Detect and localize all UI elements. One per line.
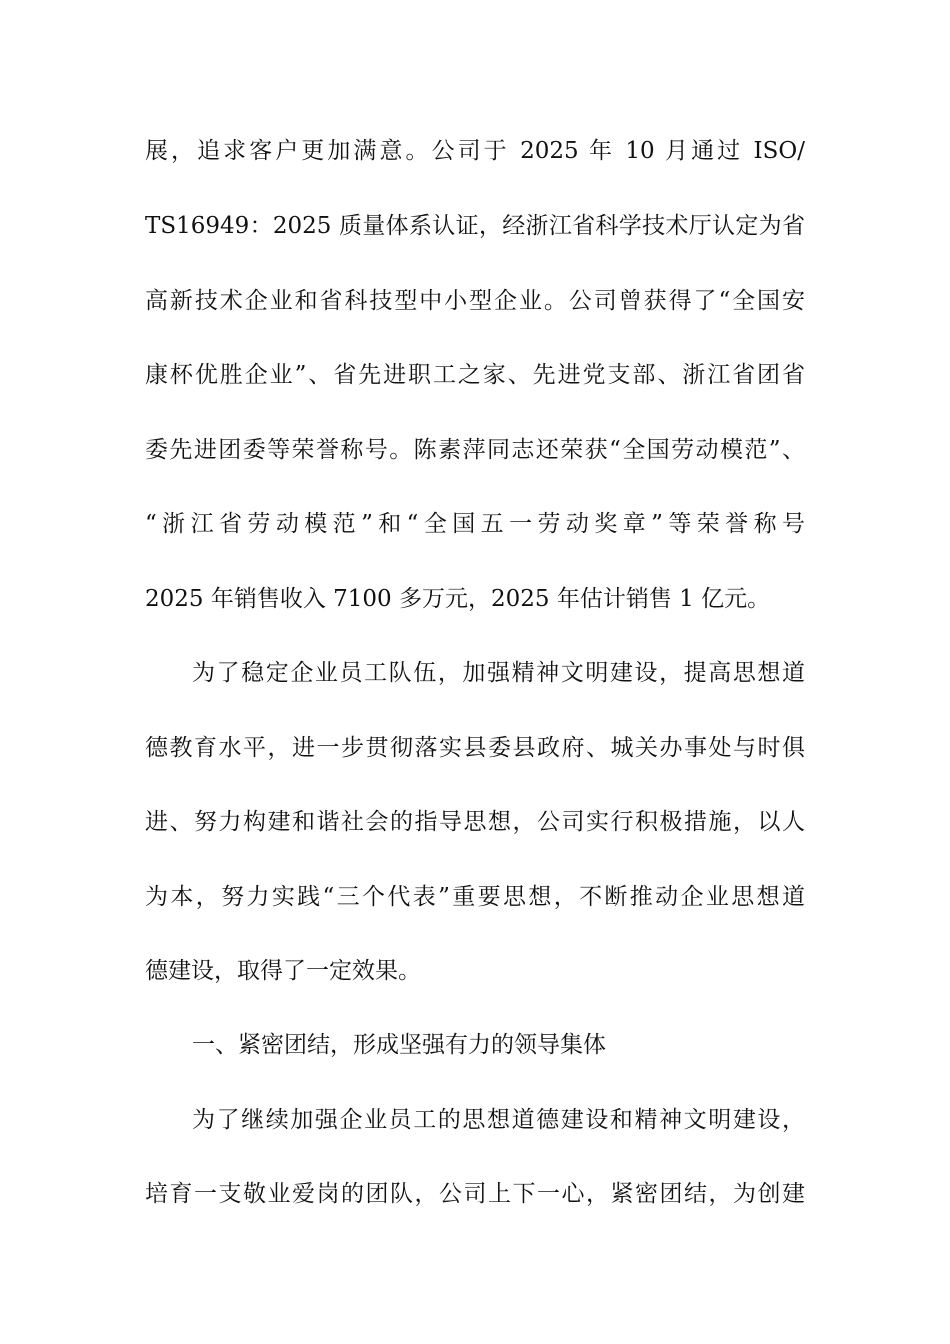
text-line: 展，追求客户更加满意。公司于 2025 年 10 月通过 ISO/	[145, 138, 805, 164]
section-heading: 一、紧密团结，形成坚强有力的领导集体	[192, 1032, 606, 1058]
text-line: 为本，努力实践“三个代表”重要思想，不断推动企业思想道	[145, 884, 805, 910]
paragraph-first-line: 为了继续加强企业员工的思想道德建设和精神文明建设，	[192, 1107, 805, 1133]
paragraph-first-line: 为了稳定企业员工队伍，加强精神文明建设，提高思想道	[192, 660, 805, 686]
text-line: 康杯优胜企业”、省先进职工之家、先进党支部、浙江省团省	[145, 362, 805, 388]
text-line: 2025 年销售收入 7100 多万元，2025 年估计销售 1 亿元。	[145, 586, 771, 612]
text-line: 高新技术企业和省科技型中小型企业。公司曾获得了“全国安	[145, 288, 805, 314]
text-line: 进、努力构建和谐社会的指导思想，公司实行积极措施，以人	[145, 809, 805, 835]
text-line: 培育一支敬业爱岗的团队，公司上下一心，紧密团结，为创建	[145, 1181, 805, 1207]
text-line: “浙江省劳动模范”和“全国五一劳动奖章”等荣誉称号	[145, 511, 805, 537]
text-line: 德教育水平，进一步贯彻落实县委县政府、城关办事处与时俱	[145, 735, 805, 761]
text-line: 德建设，取得了一定效果。	[145, 958, 421, 984]
text-line: 委先进团委等荣誉称号。陈素萍同志还荣获“全国劳动模范”、	[145, 437, 805, 463]
text-line: TS16949：2025 质量体系认证，经浙江省科学技术厅认定为省	[145, 213, 805, 239]
